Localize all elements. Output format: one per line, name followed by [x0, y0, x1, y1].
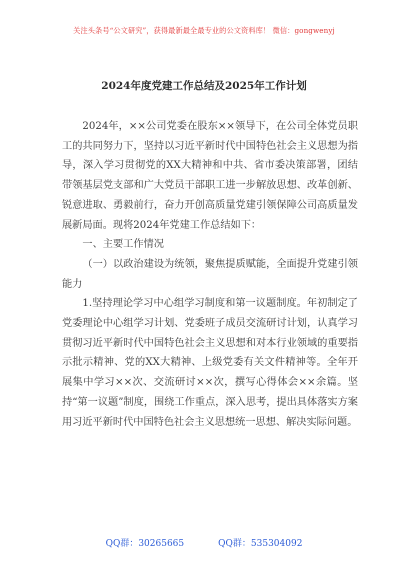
item-paragraph: 1.坚持理论学习中心组学习制度和第一议题制度。年初制定了党委理论中心组学习计划、党委班子成员交流研讨计划，认真学习贯彻习近平新时代中国特色社会主义思想和对本行业领域的重要指示批示精神、党的XX大精神、上级党委有关文件精神等。全年开展集中学习××次、交流研讨××次，撰写心得体会××余篇。坚持“第一议题”制度，围绕工作重点，深入思考，提出具体落实方案用习近平新时代中国特色社会主义思想统一思想、解决实际问题。: [62, 298, 358, 428]
footer-qq-group-2: QQ群：535304092: [218, 539, 303, 549]
intro-paragraph: 2024年，××公司党委在股东××领导下，在公司全体党员职工的共同努力下，坚持以习近平新时代中国特色社会主义思想为指导，深入学习贯彻党的XX大精神和中共、省市委决策部署，团结带领基层党支部和广大党员干部职工进一步解放思想、改革创新、锐意进取、勇毅前行，奋力开创高质量党建引领保障公司高质量发展新局面。现将2024年党建工作总结如下：: [62, 121, 358, 231]
header-promo-note: 关注头条号“公文研究”，获得最新最全最专业的公文资料库！ 微信：gongwenyj: [73, 26, 335, 35]
document-title: 2024年度党建工作总结及2025年工作计划: [101, 80, 307, 92]
footer-contacts: [0, 536, 408, 549]
subsection-heading: （一）以政治建设为统领，聚焦提质赋能，全面提升党建引领能力: [62, 258, 358, 290]
document-body: [62, 117, 358, 432]
footer-qq-group-1: QQ群：30265665: [105, 539, 185, 549]
section-heading: 一、主要工作情况: [82, 239, 164, 251]
